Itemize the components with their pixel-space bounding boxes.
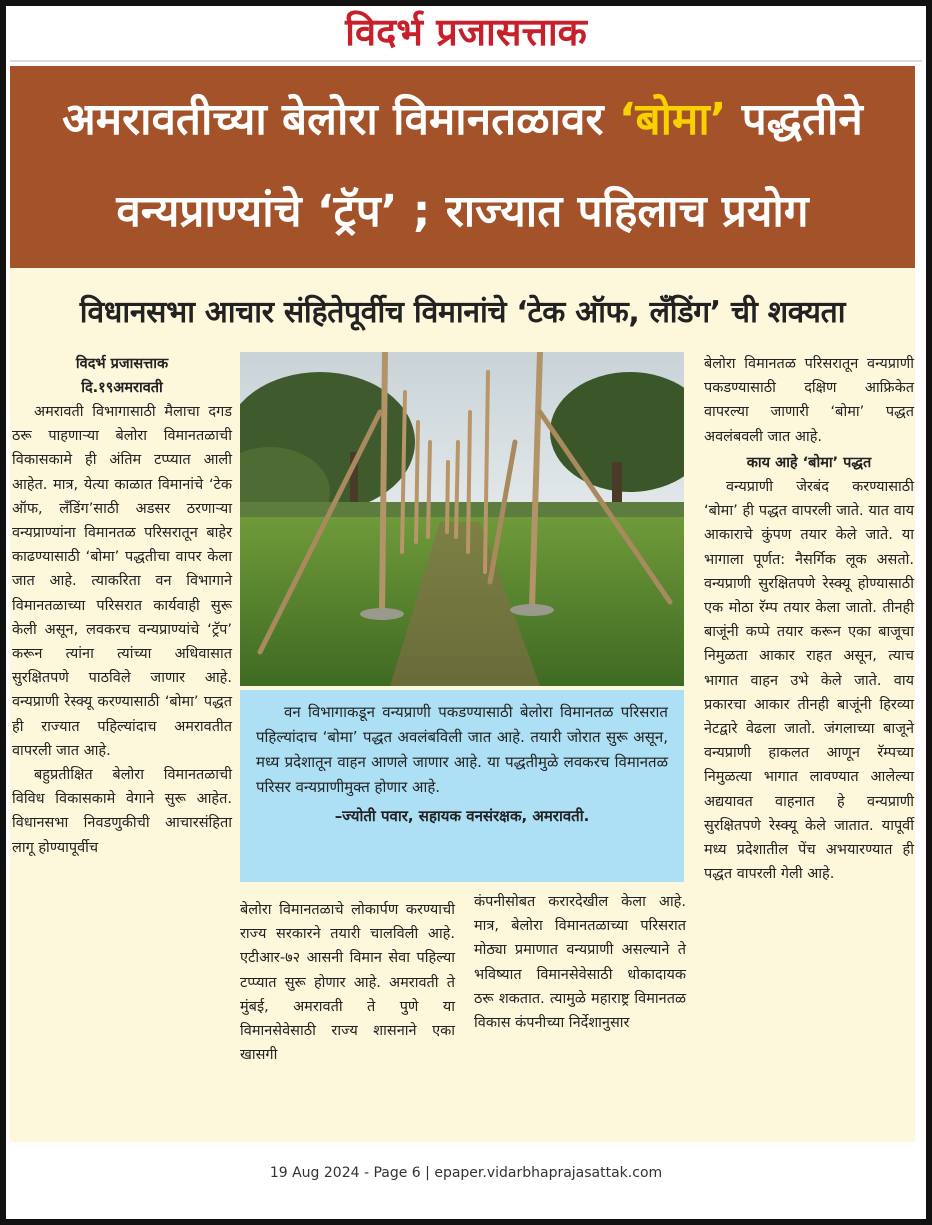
quote-author: –ज्योती पवार, सहायक वनसंरक्षक, अमरावती. bbox=[334, 807, 590, 825]
article-paragraph: अमरावती विभागासाठी मैलाचा दगड ठरू पाहणाऱ्या बेलोरा विमानतळाची विकासकामे ही अंतिम टप्प्यात आली आहेत. मात्र, येत्या काळात विमानांचे ‘टेक ऑफ, लँडिंग’साठी अडसर ठरणाऱ्या वन्यप्राण्यांना विमानतळ परिसरातून बाहेर काढण्यासाठी ‘बोमा’ पद्धतीचा वापर केला जात आहे. त्याकरिता वन विभागाने विमानतळाच्या परिसरात कार्यवाही सुरू केली असून, लवकरच वन्यप्राण्यांचे ‘ट्रॅप’ करून त्यांना त्यांच्या अधिवासात सुरक्षितपणे पाठविले जाणार आहे. वन्यप्राणी रेस्क्यू करण्यासाठी ‘बोमा’ पद्धत ही राज्यात पहिल्यांदाच अमरावतीत वापरली जात आहे. bbox=[12, 404, 232, 759]
headline-accent-word: ‘बोमा’ bbox=[618, 94, 727, 145]
article-column-1 bbox=[12, 352, 232, 860]
page-footer: 19 Aug 2024 - Page 6 | epaper.vidarbhaprajasattak.com bbox=[269, 1165, 663, 1181]
headline-line-2: वन्यप्राण्यांचे ‘ट्रॅप’ ; राज्यात पहिलाच प्रयोग bbox=[116, 186, 809, 237]
quote-text: वन विभागाकडून वन्यप्राणी पकडण्यासाठी बेलोरा विमानतळ परिसरात पहिल्यांदाच ‘बोमा’ पद्धत अवलंबविली जात आहे. तयारी जोरात सुरू असून, मध्य प्रदेशातून वाहन आणले जाणार आहे. या पद्धतीमुळे लवकरच विमानतळ परिसर वन्यप्राणीमुक्त होणार आहे. bbox=[256, 703, 668, 796]
section-heading: काय आहे ‘बोमा’ पद्धत bbox=[746, 454, 872, 471]
article-column-2a bbox=[240, 898, 455, 1067]
article-column-2b bbox=[474, 890, 686, 1035]
article-column-3 bbox=[704, 352, 914, 886]
quote-box bbox=[240, 690, 684, 882]
photo-illustration bbox=[240, 352, 684, 686]
article-paragraph: बेलोरा विमानतळाचे लोकार्पण करण्याची राज्य सरकारने तयारी चालविली आहे. एटीआर-७२ आसनी विमान सेवा पहिल्या टप्प्यात सुरू होणार आहे. अमरावती ते मुंबई, अमरावती ते पुणे या विमानसेवेसाठी राज्य शासनाने एका खासगी bbox=[240, 902, 455, 1064]
headline-line-1-end: पद्धतीने bbox=[726, 94, 863, 145]
headline-line-1-start: अमरावतीच्या बेलोरा विमानतळावर bbox=[62, 94, 619, 145]
masthead-divider bbox=[10, 60, 922, 62]
article-paragraph: बहुप्रतीक्षित बेलोरा विमानतळाची विविध विकासकामे वेगाने सुरू आहेत. विधानसभा निवडणुकीची आचारसंहिता लागू होण्यापूर्वीच bbox=[12, 767, 232, 856]
headline-banner bbox=[10, 66, 915, 268]
byline-dateline: दि.१९अमरावती bbox=[81, 380, 163, 396]
masthead-title: विदर्भ प्रजासत्ताक bbox=[345, 10, 587, 54]
article-photo-airport-fence-poles bbox=[240, 352, 684, 686]
article-paragraph: वन्यप्राणी जेरबंद करण्यासाठी ‘बोमा’ ही पद्धत वापरली जाते. यात वाय आकाराचे कुंपण तयार केले जाते. या भागाला पूर्णत: नैसर्गिक लूक असतो. वन्यप्राणी सुरक्षितपणे रेस्क्यू होण्यासाठी एक मोठा रॅम्प तयार केला जातो. तीनही बाजूंनी कप्पे तयार करून एका बाजूचा निमुळता आकार राहत असून, त्याच भागात वाहन उभे केले जाते. वाय प्रकारचा आकार तीनही बाजूंनी हिरव्या नेटद्वारे वेढला जातो. जंगलाच्या बाजूने वन्यप्राणी हाकलत आणून रॅम्पच्या निमुळत्या भागात लावण्यात आलेल्या अद्ययावत वाहनात हे वन्यप्राणी सुरक्षितपणे रेस्क्यू केले जातात. यापूर्वी मध्य प्रदेशातील पेंच अभयारण्यात ही पद्धत वापरली गेली आहे. bbox=[704, 479, 914, 883]
article-paragraph: कंपनीसोबत करारदेखील केला आहे. मात्र, बेलोरा विमानतळाच्या परिसरात मोठ्या प्रमाणात वन्यप्राणी असल्याने ते भविष्यात विमानसेवेसाठी धोकादायक ठरू शकतात. त्यामुळे महाराष्ट्र विमानतळ विकास कंपनीच्या निर्देशानुसार bbox=[474, 894, 686, 1032]
byline-source: विदर्भ प्रजासत्ताक bbox=[75, 356, 169, 372]
headline-line-1 bbox=[10, 90, 915, 150]
subheadline: विधानसभा आचार संहितेपूर्वीच विमानांचे ‘टेक ऑफ, लँडिंग’ ची शक्यता bbox=[79, 295, 846, 330]
article-paragraph: बेलोरा विमानतळ परिसरातून वन्यप्राणी पकडण्यासाठी दक्षिण आफ्रिकेत वापरल्या जाणारी ‘बोमा’ पद्धत अवलंबवली जात आहे. bbox=[704, 356, 914, 445]
